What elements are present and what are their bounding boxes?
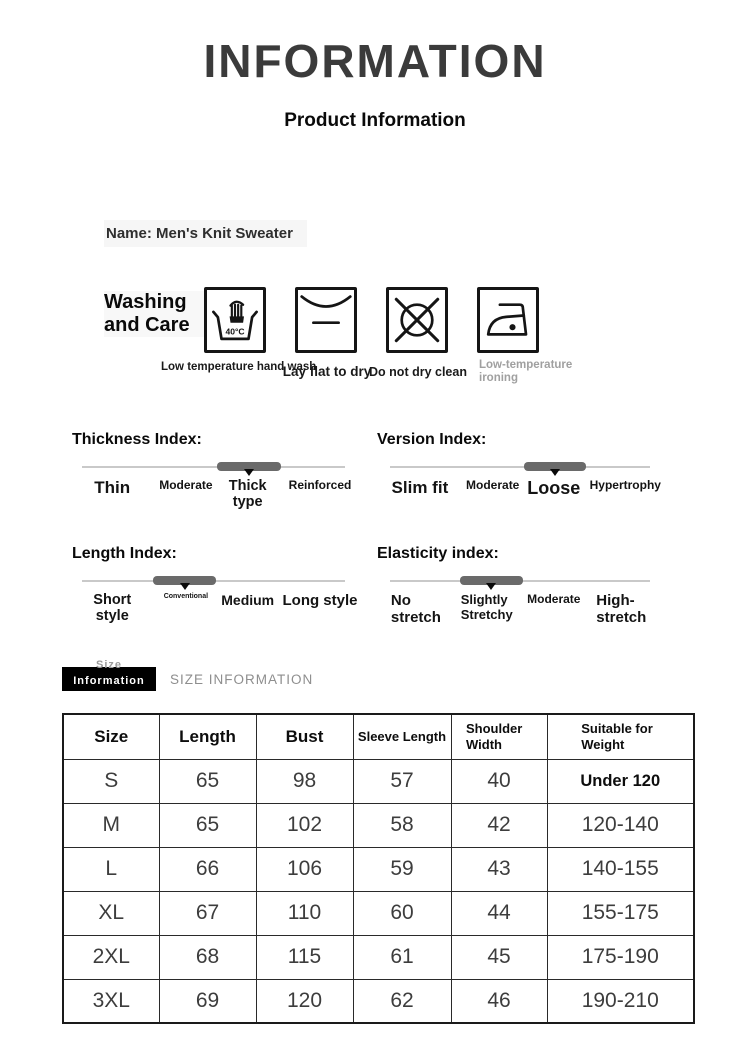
- table-row-m: [63, 803, 694, 847]
- cell-weight: 190-210: [547, 979, 694, 1023]
- care-label: Do not dry clean: [369, 365, 467, 379]
- hand-wash-40-icon: [204, 287, 266, 353]
- table-row-2xl: [63, 935, 694, 979]
- page-title: INFORMATION: [203, 35, 547, 87]
- cell-bust: 102: [256, 803, 353, 847]
- table-row-s: [63, 759, 694, 803]
- size-table: [62, 713, 695, 1024]
- index-option: Moderate: [466, 478, 520, 493]
- care-label: Low-temperature ironing: [479, 359, 573, 385]
- slider-track: [390, 466, 650, 468]
- washing-care-heading-line1: Washing: [104, 291, 187, 313]
- cell-size: S: [63, 759, 159, 803]
- cell-weight: 120-140: [547, 803, 694, 847]
- cell-size: L: [63, 847, 159, 891]
- low-temperature-ironing-icon: [477, 287, 539, 353]
- product-name: Name: Men's Knit Sweater: [104, 220, 307, 247]
- washing-care-heading: [104, 291, 204, 337]
- cell-bust: 98: [256, 759, 353, 803]
- slider-caret-icon: [244, 469, 254, 476]
- cell-shoulder: 44: [451, 891, 547, 935]
- cell-weight: 155-175: [547, 891, 694, 935]
- care-item-no-dry-clean: [369, 287, 467, 385]
- care-icons-row: [161, 287, 573, 385]
- cell-sleeve: 58: [353, 803, 451, 847]
- index-title: Thickness Index:: [72, 431, 202, 449]
- cell-shoulder: 45: [451, 935, 547, 979]
- column-header-suitable-weight: Suitable for Weight: [547, 714, 694, 759]
- thickness-index-section: [72, 431, 377, 519]
- table-row-xl: [63, 891, 694, 935]
- column-header-length: Length: [159, 714, 256, 759]
- cell-shoulder: 46: [451, 979, 547, 1023]
- size-table-body: [63, 759, 694, 1023]
- lay-flat-dry-icon: [295, 287, 357, 353]
- slider-selection-bar: [524, 462, 586, 471]
- care-item-lay-flat: [282, 287, 372, 385]
- column-header-bust: Bust: [256, 714, 353, 759]
- care-label: Low temperature hand wash: [161, 361, 317, 373]
- slider-selection-bar: [217, 462, 280, 471]
- index-options: [82, 477, 352, 519]
- table-row-l: [63, 847, 694, 891]
- index-option: High-stretch: [596, 592, 647, 626]
- index-option: Reinforced: [288, 478, 352, 493]
- index-options: [390, 477, 661, 519]
- cell-length: 69: [159, 979, 256, 1023]
- index-option: No stretch: [390, 592, 441, 626]
- care-label: Lay flat to dry: [282, 364, 372, 379]
- index-option: Slim fit: [391, 478, 449, 498]
- cell-length: 65: [159, 803, 256, 847]
- slider-selection-bar: [153, 576, 216, 585]
- column-header-size: Size: [63, 714, 159, 759]
- elasticity-index-section: [377, 545, 661, 633]
- elasticity-slider: [390, 575, 650, 587]
- length-index-section: [72, 545, 377, 633]
- size-information-badge: [62, 659, 156, 691]
- cell-shoulder: 43: [451, 847, 547, 891]
- index-title: Length Index:: [72, 545, 177, 563]
- badge-line2: Information: [73, 674, 145, 687]
- washing-care-heading-line2: and Care: [104, 314, 190, 336]
- index-options: [390, 591, 650, 633]
- length-slider: [82, 575, 345, 587]
- cell-shoulder: 40: [451, 759, 547, 803]
- cell-weight: 140-155: [547, 847, 694, 891]
- thickness-slider: [82, 461, 345, 473]
- cell-weight: Under 120: [547, 759, 694, 803]
- cell-size: 2XL: [63, 935, 159, 979]
- index-option: Moderate: [159, 478, 213, 493]
- page-subtitle: Product Information: [284, 110, 466, 131]
- version-index-section: [377, 431, 661, 519]
- cell-bust: 120: [256, 979, 353, 1023]
- index-title: Elasticity index:: [377, 545, 499, 563]
- cell-bust: 110: [256, 891, 353, 935]
- cell-sleeve: 60: [353, 891, 451, 935]
- cell-sleeve: 62: [353, 979, 451, 1023]
- cell-size: XL: [63, 891, 159, 935]
- column-header-sleeve-length: Sleeve Length: [353, 714, 451, 759]
- cell-bust: 106: [256, 847, 353, 891]
- version-slider: [390, 461, 650, 473]
- index-option-selected: Thick type: [228, 478, 267, 511]
- product-name-row: [104, 220, 750, 247]
- cell-shoulder: 42: [451, 803, 547, 847]
- cell-length: 68: [159, 935, 256, 979]
- index-option: Short style: [93, 592, 132, 625]
- cell-length: 65: [159, 759, 256, 803]
- hand-wash-temperature: 40°C: [225, 326, 245, 337]
- index-option: Long style: [282, 592, 358, 610]
- size-information-label: SIZE INFORMATION: [170, 671, 314, 687]
- cell-sleeve: 59: [353, 847, 451, 891]
- slider-caret-icon: [180, 583, 190, 590]
- do-not-dry-clean-icon: [386, 287, 448, 353]
- slider-caret-icon: [550, 469, 560, 476]
- washing-care-section: [104, 287, 750, 385]
- column-header-shoulder-width: Shoulder Width: [451, 714, 547, 759]
- slider-track: [82, 466, 345, 468]
- cell-length: 66: [159, 847, 256, 891]
- slider-caret-icon: [486, 583, 496, 590]
- cell-length: 67: [159, 891, 256, 935]
- index-option-selected: Slightly Stretchy: [460, 592, 513, 622]
- table-header-row: [63, 714, 694, 759]
- table-row-3xl: [63, 979, 694, 1023]
- cell-size: M: [63, 803, 159, 847]
- index-option: Hypertrophy: [589, 478, 661, 493]
- index-options: [82, 591, 358, 633]
- index-option: Thin: [94, 478, 131, 498]
- index-option-selected: Conventional: [163, 593, 209, 601]
- care-item-iron-low: [477, 287, 573, 385]
- cell-sleeve: 61: [353, 935, 451, 979]
- index-title: Version Index:: [377, 431, 487, 449]
- care-item-hand-wash: [161, 287, 317, 385]
- index-option: Medium: [221, 592, 275, 609]
- size-information-header: [62, 659, 750, 691]
- cell-bust: 115: [256, 935, 353, 979]
- size-table-header: [63, 714, 694, 759]
- cell-sleeve: 57: [353, 759, 451, 803]
- index-sliders-section: [72, 431, 750, 633]
- index-option-selected: Loose: [527, 478, 581, 499]
- slider-selection-bar: [460, 576, 522, 585]
- badge-line1: Size: [95, 659, 122, 672]
- index-option: Moderate: [527, 592, 581, 607]
- cell-size: 3XL: [63, 979, 159, 1023]
- cell-weight: 175-190: [547, 935, 694, 979]
